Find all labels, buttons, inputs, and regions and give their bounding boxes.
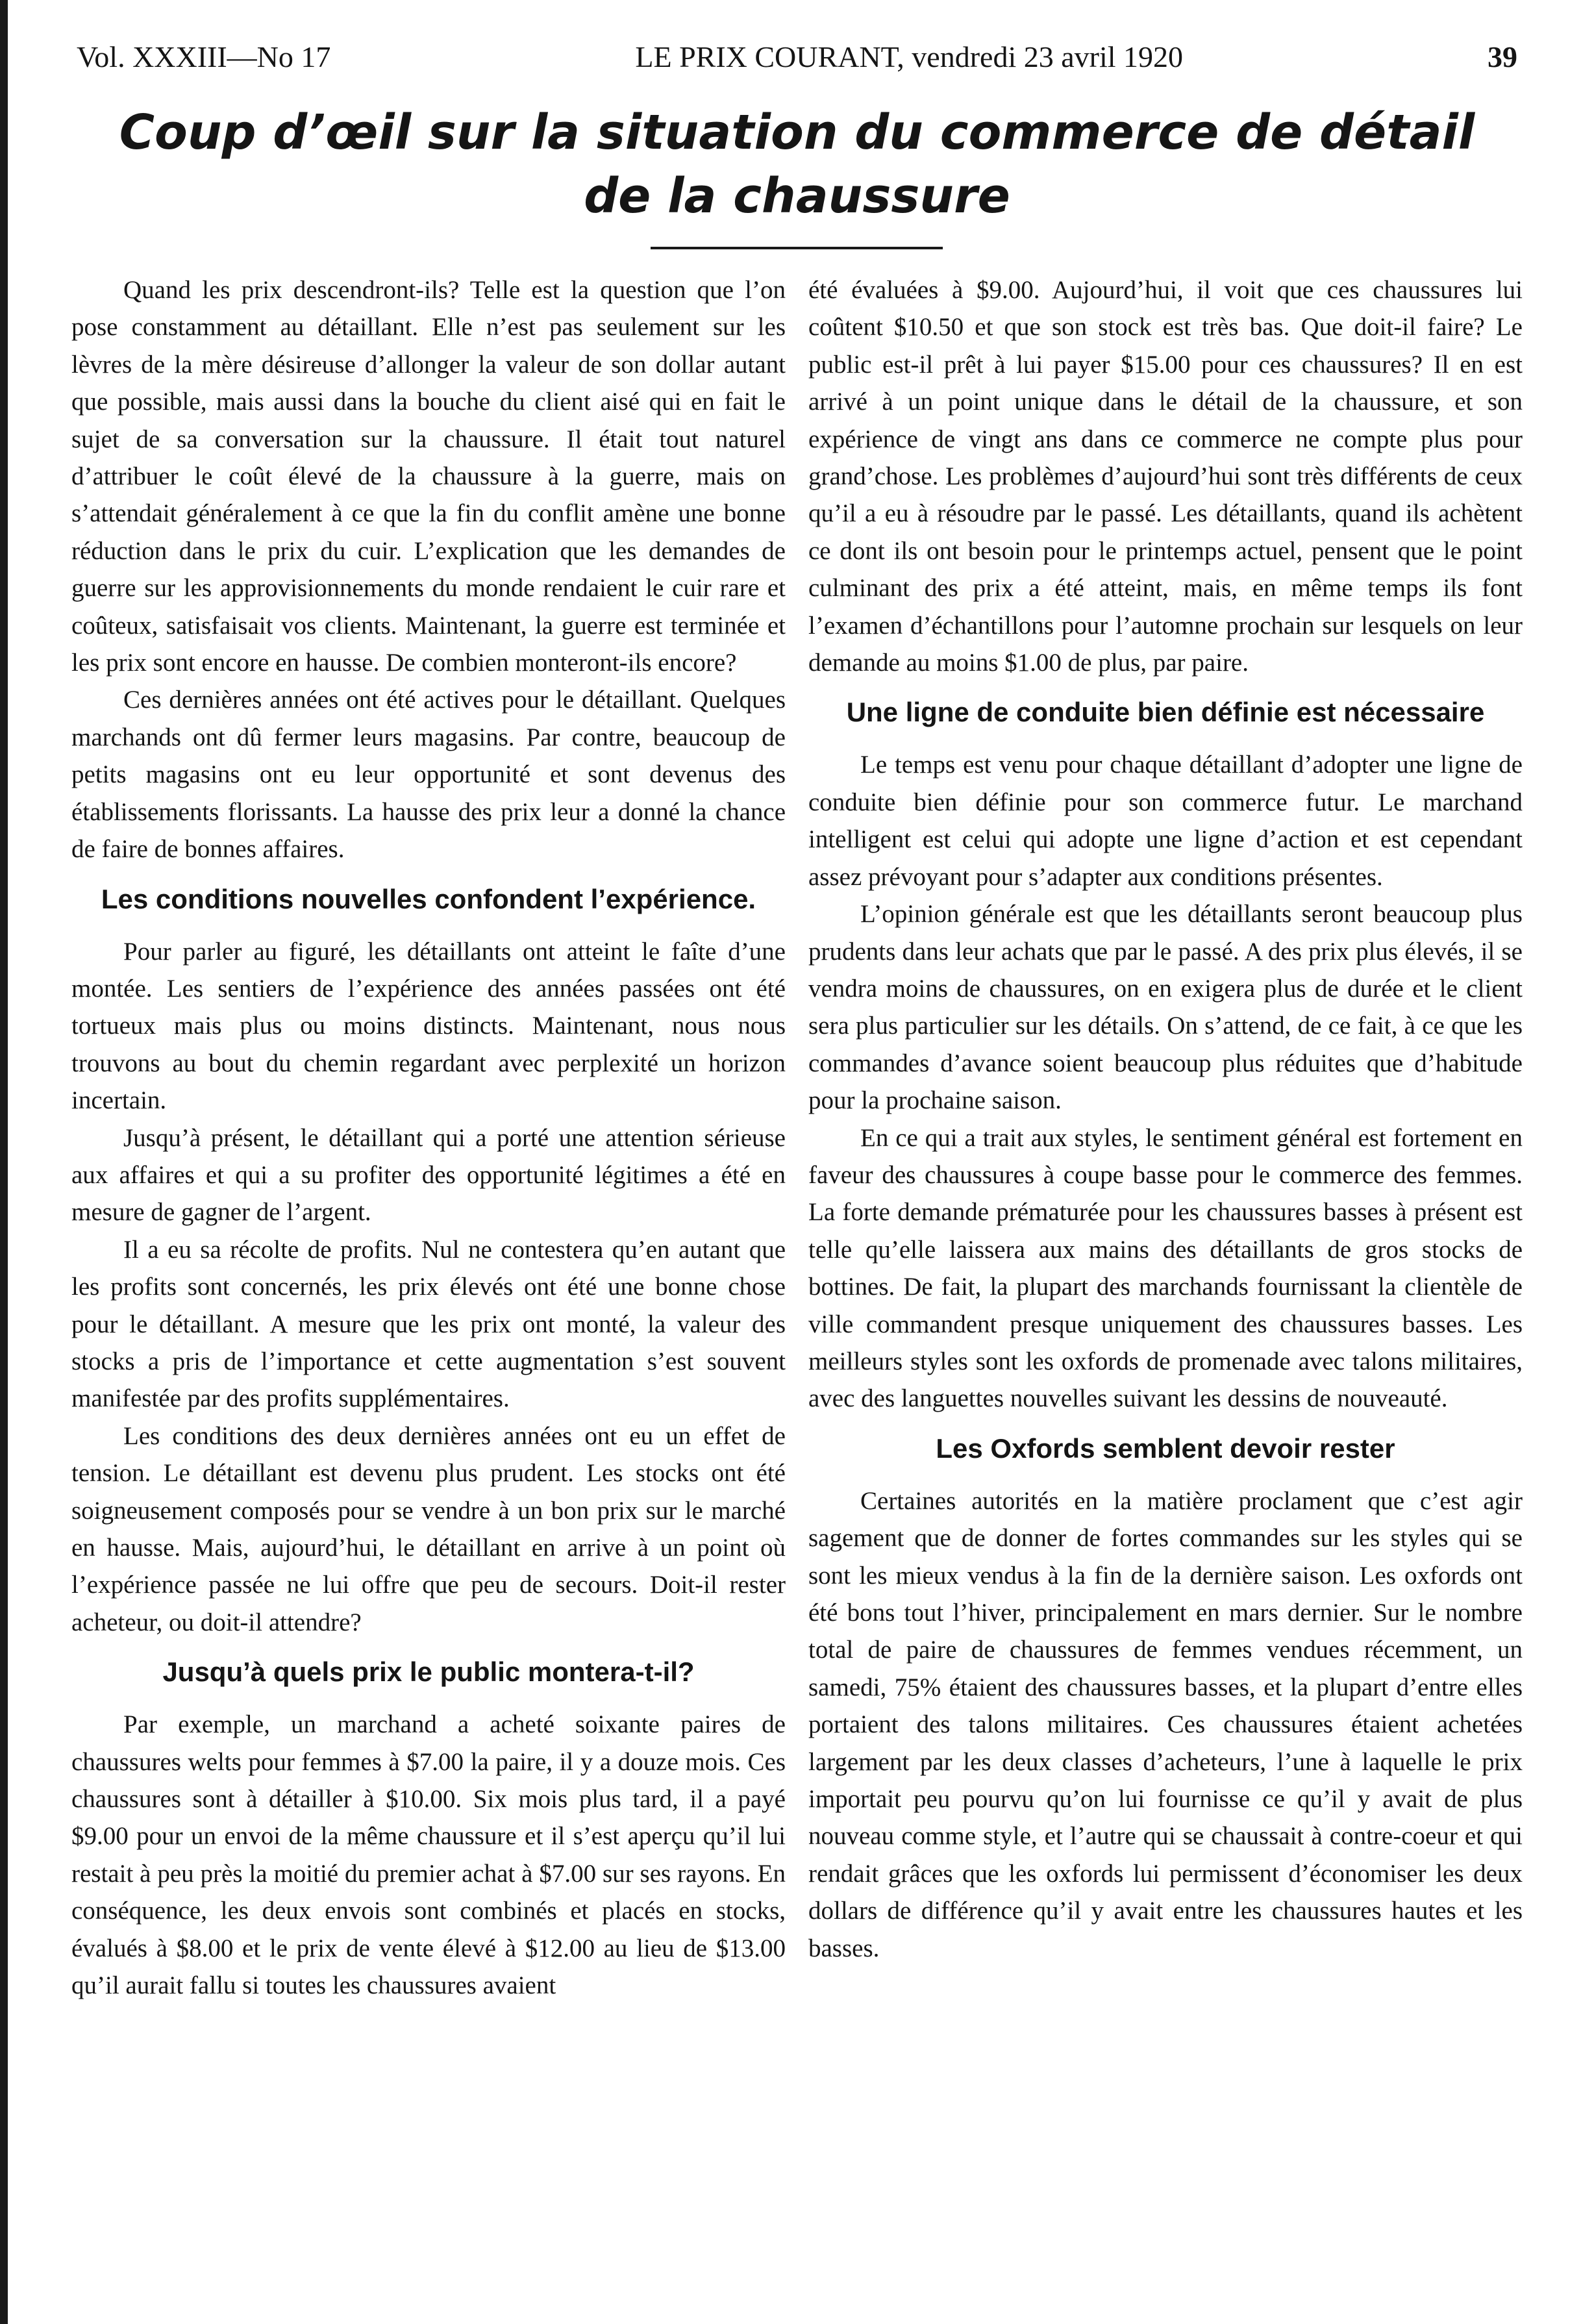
paragraph: Par exemple, un marchand a acheté soixante paires de chaussures welts pour femmes à $7.00 la paire, il y a douze mois. Ces chaussures sont à détailler à $10.00. Six mois plus tard, il a payé $9.00 pour un envoi de la même chaussure et il s’est aperçu qu’il lui restait à peu près la moitié du premier achat à $7.00 sur ses rayons. En conséquence, les deux envois sont combinés et placés en stocks, évalués à $8.00 et le prix de vente élevé à $12.00 au lieu de $13.00 qu’il aurait fallu si toutes les chaussures avaient — [71, 1710, 786, 2000]
paragraph: L’opinion générale est que les détaillants seront beaucoup plus prudents dans leur achats que par le passé. A des prix plus élevés, il se vendra moins de chaussures, on en exigera plus de durée et le client sera plus particulier sur les détails. On s’attend, de ce fait, à ce que les commandes d’avance soient beaucoup plus réduites que d’habitude pour la prochaine saison. — [808, 900, 1523, 1115]
paragraph: Quand les prix descendront-ils? Telle est la question que l’on pose constamment au détaillant. Elle n’est pas seulement sur les lèvres de la mère désireuse d’allonger la valeur de son dollar autant que possible, mais aussi dans la bouche du client aisé qui en fait le sujet de sa conversation sur la chaussure. Il était tout naturel d’attribuer le coût élevé de la chaussure à la guerre, mais on s’attendait généralement à ce que la fin du conflit amène une bonne réduction dans le prix du cuir. L’explication que les demandes de guerre sur les approvisionnements du monde rendaient le cuir rare et coûteux, satisfaisait vos clients. Maintenant, la guerre est terminée et les prix sont encore en hausse. De combien monteront-ils encore? — [71, 276, 786, 677]
paragraph: Ces dernières années ont été actives pour le détaillant. Quelques marchands ont dû fermer leurs magasins. Par contre, beaucoup de petits magasins ont eu leur opportunité et sont devenus des établissements florissants. La hausse des prix leur a donné la chance de faire de bonnes affaires. — [71, 686, 786, 864]
paragraph: En ce qui a trait aux styles, le sentiment général est fortement en faveur des chaussures à coupe basse pour le commerce des femmes. La forte demande prématurée pour les chaussures basses à présent est telle qu’elle laissera aux mains des détaillants de gros stocks de bottines. De fait, la plupart des marchands fournissant la clientèle de ville commandent presque uniquement des chaussures basses. Les meilleurs styles sont les oxfords de promenade avec talons militaires, avec des languettes nouvelles suivant les dessins de nouveauté. — [808, 1123, 1523, 1413]
section-heading: Les Oxfords semblent devoir rester — [936, 1432, 1395, 1464]
section-heading: Les conditions nouvelles confondent l’expérience. — [101, 883, 756, 914]
volume-number: Vol. XXXIII—No 17 — [77, 40, 331, 73]
paragraph: Certaines autorités en la matière proclament que c’est agir sagement que de donner de fortes commandes sur les styles qui se sont les mieux vendus à la fin de la dernière saison. Les oxfords ont été bons tout l’hiver, principalement en mars dernier. Sur le nombre total de paire de chaussures de femmes vendues récemment, un samedi, 75% étaient des chaussures basses, et la plupart d’entre elles portaient des talons militaires. Ces chaussures étaient achetées largement par les deux classes d’acheteurs, l’une à laquelle le prix importait peu pourvu qu’on lui fournisse ce qu’il y avait de plus nouveau comme style, et l’autre qui se chaussait à contre-coeur et qui rendait grâces que les oxfords lui permissent d’économiser les deux dollars de différence qu’il y avait entre les chaussures hautes et les basses. — [808, 1486, 1523, 1962]
right-column — [808, 271, 1523, 1967]
title-divider — [651, 247, 943, 249]
paragraph: Il a eu sa récolte de profits. Nul ne contestera qu’en autant que les profits sont concernés, les prix élevés ont été une bonne chose pour le détaillant. A mesure que les prix ont monté, la valeur des stocks a pris de l’importance et cette augmentation s’est souvent manifestée par des profits supplémentaires. — [71, 1235, 786, 1413]
article-title — [52, 101, 1542, 228]
title-line-1: Coup d’œil sur la situation du commerce de détail — [119, 105, 1475, 160]
left-column — [71, 271, 786, 2004]
paragraph: été évaluées à $9.00. Aujourd’hui, il voit que ces chaussures lui coûtent $10.50 et que son stock est très bas. Que doit-il faire? Le public est-il prêt à lui payer $15.00 pour ces chaussures? Il en est arrivé à un point unique dans le détail de la chaussure, et son expérience de vingt ans dans ce commerce ne compte plus pour grand’chose. Les problèmes d’aujourd’hui sont très différents de ceux qu’il a eu à résoudre par le passé. Les détaillants, quand ils achètent ce dont ils ont besoin pour le printemps actuel, pensent que le point culminant des prix a été atteint, mais, en même temps ils font l’examen d’échantillons pour l’automne prochain sur lesquels on leur demande au moins $1.00 de plus, par paire. — [808, 276, 1523, 677]
title-line-2: de la chaussure — [584, 168, 1010, 224]
publication-line: LE PRIX COURANT, vendredi 23 avril 1920 — [635, 40, 1184, 73]
paragraph: Le temps est venu pour chaque détaillant d’adopter une ligne de conduite bien définie pour son commerce futur. Le marchand intelligent est celui qui adopte une ligne d’action et est cependant assez prévoyant pour s’adapter aux conditions présentes. — [808, 751, 1523, 891]
page-number: 39 — [1488, 40, 1517, 73]
paragraph: Jusqu’à présent, le détaillant qui a porté une attention sérieuse aux affaires et qui a su profiter des opportunité légitimes a été en mesure de gagner de l’argent. — [71, 1123, 786, 1227]
paragraph: Les conditions des deux dernières années ont eu un effet de tension. Le détaillant est devenu plus prudent. Les stocks ont été soigneusement composés pour se vendre à un bon prix sur le marché en hausse. Mais, aujourd’hui, le détaillant en arrive à un point où l’expérience passée ne lui offre que peu de secours. Doit-il rester acheteur, ou doit-il attendre? — [71, 1421, 786, 1636]
section-heading: Jusqu’à quels prix le public montera-t-il? — [162, 1656, 695, 1688]
running-header — [77, 34, 1517, 79]
scan-edge — [0, 0, 8, 2324]
section-heading: Une ligne de conduite bien définie est nécessaire — [846, 697, 1485, 728]
paragraph: Pour parler au figuré, les détaillants ont atteint le faîte d’une montée. Les sentiers de l’expérience des années passées ont été tortueux mais plus ou moins distincts. Maintenant, nous nous trouvons au bout du chemin regardant avec perplexité un horizon incertain. — [71, 937, 786, 1115]
